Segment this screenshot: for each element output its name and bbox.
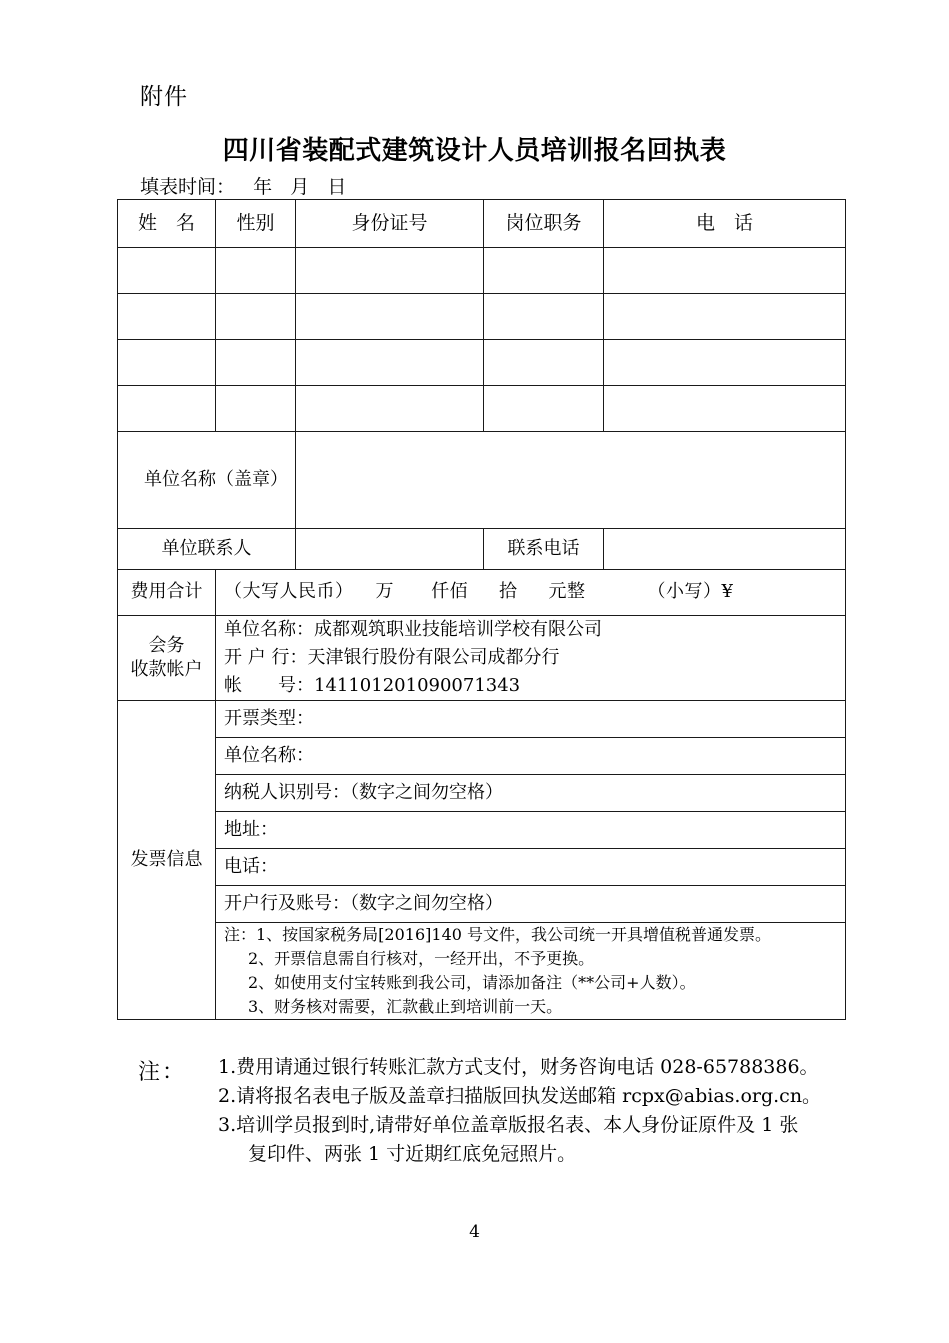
invoice-field-address[interactable]: 地址： xyxy=(216,811,846,848)
invoice-field-phone[interactable]: 电话： xyxy=(216,848,846,885)
column-header-id-no: 身份证号 xyxy=(296,200,484,248)
account-label xyxy=(118,616,216,701)
invoice-field-type[interactable]: 开票类型： xyxy=(216,700,846,737)
cell-phone[interactable] xyxy=(604,386,846,432)
unit-name-label xyxy=(118,432,296,529)
cell-post[interactable] xyxy=(484,294,604,340)
invoice-row-phone xyxy=(118,848,846,885)
cell-post[interactable] xyxy=(484,248,604,294)
account-line-bank: 开 户 行：天津银行股份有限公司成都分行 xyxy=(224,646,560,668)
invoice-row-company xyxy=(118,737,846,774)
contact-person-label: 单位联系人 xyxy=(118,529,296,570)
cell-gender[interactable] xyxy=(216,294,296,340)
account-label-line2: 收款帐户 xyxy=(130,658,203,680)
cell-post[interactable] xyxy=(484,386,604,432)
account-line-number: 帐 号：141101201090071343 xyxy=(224,674,521,696)
invoice-field-company[interactable]: 单位名称： xyxy=(216,737,846,774)
cell-post[interactable] xyxy=(484,340,604,386)
table-row[interactable] xyxy=(118,248,846,294)
footer-notes-list xyxy=(218,1053,850,1169)
cell-phone[interactable] xyxy=(604,248,846,294)
cell-gender[interactable] xyxy=(216,248,296,294)
account-details xyxy=(216,616,846,701)
invoice-note-1: 注：1、按国家税务局[2016]140 号文件，我公司统一开具增值税普通发票。 xyxy=(224,924,772,944)
fee-total-row xyxy=(118,570,846,616)
invoice-row-taxid xyxy=(118,774,846,811)
invoice-row-type xyxy=(118,700,846,737)
fill-date-line: 填表时间： 年 月 日 xyxy=(140,176,347,198)
account-row xyxy=(118,616,846,701)
table-header-row xyxy=(118,200,846,248)
column-header-phone: 电 话 xyxy=(604,200,846,248)
page-title: 四川省装配式建筑设计人员培训报名回执表 xyxy=(222,136,727,166)
footer-notes xyxy=(130,1053,850,1169)
invoice-note-2: 2、开票信息需自行核对，一经开出，不予更换。 xyxy=(248,948,595,968)
cell-name[interactable] xyxy=(118,340,216,386)
contact-phone-value[interactable] xyxy=(604,529,846,570)
unit-contact-row xyxy=(118,529,846,570)
contact-phone-label: 联系电话 xyxy=(484,529,604,570)
registration-form-table xyxy=(117,199,846,1020)
column-header-name: 姓 名 xyxy=(118,200,216,248)
table-row[interactable] xyxy=(118,294,846,340)
invoice-field-bank[interactable]: 开户行及账号：（数字之间勿空格） xyxy=(216,885,846,922)
cell-id-no[interactable] xyxy=(296,294,484,340)
footer-notes-heading: 注： xyxy=(138,1060,187,1085)
cell-name[interactable] xyxy=(118,386,216,432)
cell-name[interactable] xyxy=(118,294,216,340)
unit-name-label-text: 单位名称（盖章） xyxy=(144,468,288,490)
cell-id-no[interactable] xyxy=(296,386,484,432)
cell-id-no[interactable] xyxy=(296,248,484,294)
fee-total-body[interactable]: （大写人民币） 万 仟佰 拾 元整 （小写）¥ xyxy=(216,570,846,616)
invoice-note-4: 3、财务核对需要，汇款截止到培训前一天。 xyxy=(248,996,563,1016)
table-row[interactable] xyxy=(118,386,846,432)
account-label-line1: 会务 xyxy=(148,634,185,656)
footer-note-2: 2.请将报名表电子版及盖章扫描版回执发送邮箱 rcpx@abias.org.cn。 xyxy=(218,1084,822,1107)
invoice-notes-row xyxy=(118,922,846,1019)
account-line-company: 单位名称：成都观筑职业技能培训学校有限公司 xyxy=(224,619,602,640)
cell-gender[interactable] xyxy=(216,386,296,432)
unit-name-value[interactable] xyxy=(296,432,846,529)
footer-note-1: 1.费用请通过银行转账汇款方式支付，财务咨询电话 028-65788386。 xyxy=(218,1056,819,1078)
cell-name[interactable] xyxy=(118,248,216,294)
column-header-gender: 性别 xyxy=(216,200,296,248)
contact-person-value[interactable] xyxy=(296,529,484,570)
page-number: 4 xyxy=(469,1222,480,1242)
cell-gender[interactable] xyxy=(216,340,296,386)
invoice-row-address xyxy=(118,811,846,848)
column-header-post: 岗位职务 xyxy=(484,200,604,248)
invoice-field-taxid[interactable]: 纳税人识别号：（数字之间勿空格） xyxy=(216,774,846,811)
cell-phone[interactable] xyxy=(604,294,846,340)
invoice-section-label: 发票信息 xyxy=(118,700,216,1019)
invoice-notes xyxy=(216,922,846,1019)
cell-id-no[interactable] xyxy=(296,340,484,386)
unit-name-row xyxy=(118,432,846,529)
footer-note-3: 3.培训学员报到时,请带好单位盖章版报名表、本人身份证原件及 1 张 xyxy=(218,1113,799,1136)
invoice-note-3: 2、如使用支付宝转账到我公司，请添加备注（**公司+人数）。 xyxy=(248,972,696,992)
invoice-row-bank xyxy=(118,885,846,922)
cell-phone[interactable] xyxy=(604,340,846,386)
footer-note-3-continuation: 复印件、两张 1 寸近期红底免冠照片。 xyxy=(248,1142,577,1165)
table-row[interactable] xyxy=(118,340,846,386)
fee-total-label: 费用合计 xyxy=(118,570,216,616)
attachment-label: 附件 xyxy=(140,84,188,110)
